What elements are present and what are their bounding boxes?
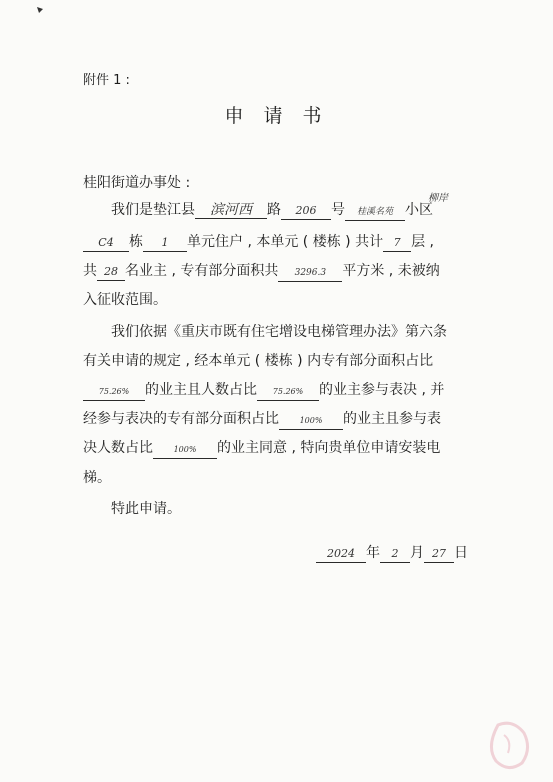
p1-line-1 <box>83 201 511 221</box>
area-field: 3296.3 <box>278 265 342 282</box>
p1-line-2 <box>83 233 483 252</box>
vote-area-ratio-field: 100% <box>279 413 343 430</box>
text: 栋 <box>129 234 143 250</box>
p2-line-4 <box>83 410 483 430</box>
date-year: 2024 <box>316 546 366 563</box>
people-ratio-field: 75.26% <box>257 384 319 401</box>
unit-field: 1 <box>143 235 187 252</box>
text: 的业主参与表决 , 并 <box>319 382 445 398</box>
road-name-field: 滨河西 <box>195 202 267 219</box>
floors-field: 7 <box>383 235 411 252</box>
text: 名业主 , 专有部分面积共 <box>125 263 279 279</box>
text: 单元住户 , 本单元 ( 楼栋 ) 共计 <box>187 234 384 250</box>
stamp-mark <box>478 715 538 775</box>
closing: 特此申请。 <box>111 501 181 517</box>
p1-line-3 <box>83 262 483 282</box>
text: 平方米 , 未被纳 <box>342 263 440 279</box>
text: 路 <box>267 202 281 218</box>
p2-line-3 <box>83 381 483 401</box>
text: 共 <box>83 263 97 279</box>
text: 年 <box>366 545 380 561</box>
community-extra-handwriting: 柳岸 <box>428 193 448 204</box>
date-month: 2 <box>380 546 410 563</box>
text: 经参与表决的专有部分面积占比 <box>83 411 279 427</box>
area-ratio-field: 75.26% <box>83 384 145 401</box>
text: 小区 <box>405 202 433 218</box>
date-line <box>316 544 486 563</box>
attachment-label: 附件 1 : <box>83 73 130 88</box>
vote-people-ratio-field: 100% <box>153 442 217 459</box>
road-number-field: 206 <box>281 203 331 220</box>
date-day: 27 <box>424 546 454 563</box>
p2-line-2: 有关申请的规定 , 经本单元 ( 楼栋 ) 内专有部分面积占比 <box>83 353 434 369</box>
text: 月 <box>410 545 424 561</box>
text: 决人数占比 <box>83 440 153 456</box>
text: 的业主同意 , 特向贵单位申请安装电 <box>217 440 441 456</box>
page-title: 申 请 书 <box>224 105 329 127</box>
owners-field: 28 <box>97 264 125 281</box>
p2-line-6: 梯。 <box>83 470 111 486</box>
text: 我们是垫江县 <box>111 202 195 218</box>
corner-mark <box>36 6 44 14</box>
text: 日 <box>454 545 468 561</box>
text: 的业主且人数占比 <box>145 382 257 398</box>
p1-line-4: 入征收范围。 <box>83 292 167 308</box>
community-name-field: 桂溪名苑 <box>345 204 405 221</box>
addressee: 桂阳街道办事处 : <box>83 175 191 191</box>
building-field: C4 <box>83 235 129 252</box>
text: 号 <box>331 202 345 218</box>
p2-line-1: 我们依据《重庆市既有住宅增设电梯管理办法》第六条 <box>111 324 447 340</box>
text: 的业主且参与表 <box>343 411 441 427</box>
text: 层 , <box>411 234 434 250</box>
p2-line-5 <box>83 439 483 459</box>
